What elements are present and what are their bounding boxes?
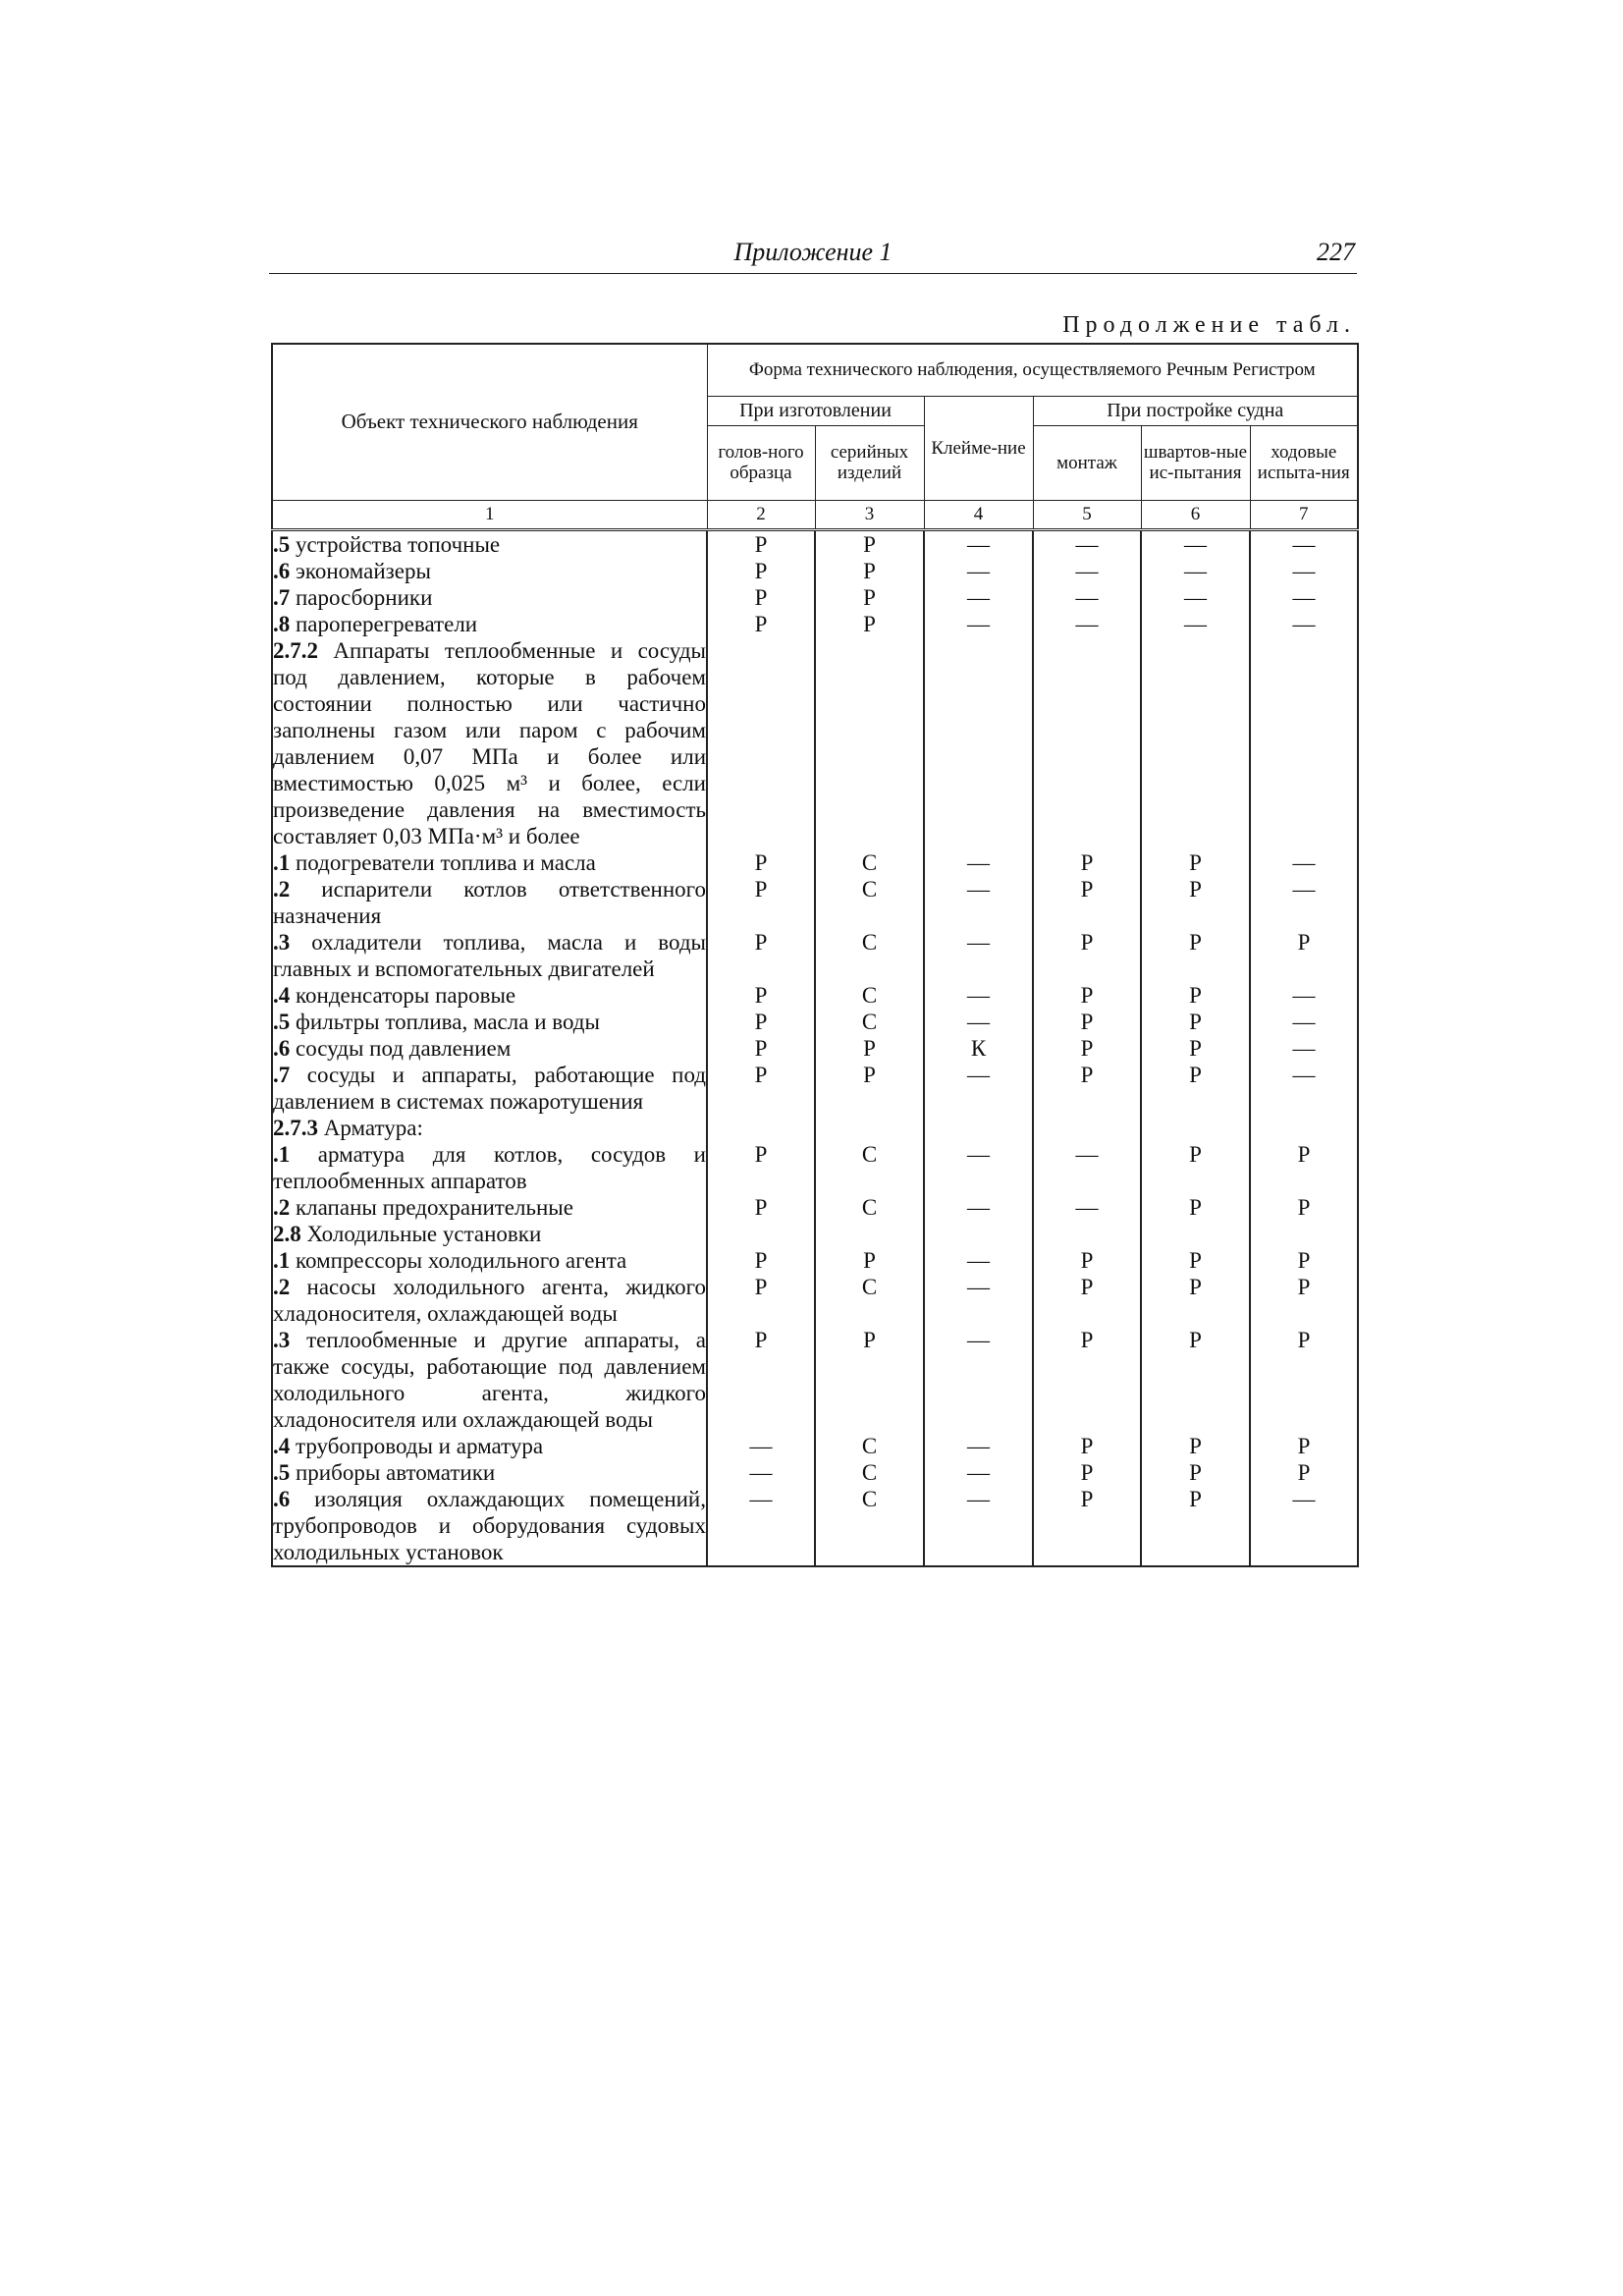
row-text: подогреватели топлива и масла [290,849,596,875]
row-text: испарители котлов ответственного назначения [273,876,706,928]
row-value: — [924,1194,1033,1221]
row-value: Р [1033,1062,1141,1115]
row-text: охладители топлива, масла и воды главных и вспомогательных двигателей [273,929,706,981]
col-number: 7 [1250,500,1358,529]
row-object [272,637,707,849]
row-value: Р [1141,1327,1250,1433]
row-value: Р [707,1035,815,1062]
row-value: Р [1033,1459,1141,1486]
table-row [272,558,1358,584]
row-object [272,1433,707,1459]
table-row [272,611,1358,637]
row-value: Р [1141,1009,1250,1035]
row-object [272,929,707,982]
header-title: Приложение 1 [733,238,893,266]
row-value [707,1115,815,1141]
row-value: Р [1250,1141,1358,1194]
row-text: компрессоры холодильного агента [290,1247,627,1273]
row-object [272,982,707,1009]
row-text: пароперегреватели [290,611,478,636]
row-value: — [924,849,1033,876]
row-value: Р [1141,1486,1250,1566]
table-continuation-label: Продолжение табл. [1062,312,1356,338]
row-value: Р [1033,1327,1141,1433]
row-value: — [924,584,1033,611]
row-value: — [1141,584,1250,611]
table-row [272,584,1358,611]
row-number: .6 [273,1035,291,1061]
table-row [272,1141,1358,1194]
row-value: Р [1033,876,1141,929]
table-row [272,876,1358,929]
row-value [1250,1115,1358,1141]
row-value: — [924,558,1033,584]
table-row [272,1221,1358,1247]
col-number: 5 [1033,500,1141,529]
row-value: — [1033,558,1141,584]
table-row [272,1247,1358,1274]
row-value: Р [815,611,924,637]
row-value: Р [1250,1327,1358,1433]
row-value: — [924,1009,1033,1035]
col-head-construction: При постройке судна [1033,396,1358,425]
row-value: Р [1141,929,1250,982]
row-number: 2.7.2 [273,637,318,663]
col-number: 2 [707,500,815,529]
row-value: Р [815,558,924,584]
table-row [272,1327,1358,1433]
row-value: — [1033,1141,1141,1194]
row-value: Р [707,611,815,637]
row-number: 2.7.3 [273,1115,318,1140]
col-head-serial: серийных изделий [815,425,924,500]
row-value: Р [1141,982,1250,1009]
row-value: — [1141,558,1250,584]
col-number: 6 [1141,500,1250,529]
row-value: — [924,1062,1033,1115]
row-value: С [815,849,924,876]
col-head-marking: Клейме-ние [924,396,1033,500]
row-value: Р [707,876,815,929]
col-head-sea: ходовые испыта-ния [1250,425,1358,500]
row-text: изоляция охлаждающих помещений, трубопроводов и оборудования судовых холодильных установок [273,1486,706,1564]
row-object [272,1274,707,1327]
col-head-object: Объект технического наблюдения [272,344,707,500]
row-value: Р [1033,1035,1141,1062]
row-value: Р [707,982,815,1009]
table-row [272,1062,1358,1115]
row-number: .8 [273,611,291,636]
row-object [272,1486,707,1566]
row-value: Р [815,584,924,611]
row-value: Р [707,1062,815,1115]
row-value: — [1250,1009,1358,1035]
row-value: К [924,1035,1033,1062]
table-row [272,1194,1358,1221]
table-row [272,1274,1358,1327]
col-head-mounting: монтаж [1033,425,1141,500]
row-value: — [924,1486,1033,1566]
row-text: клапаны предохранительные [290,1194,573,1220]
row-value: Р [707,1009,815,1035]
col-head-manufacture: При изготовлении [707,396,924,425]
page-number: 227 [1317,238,1355,266]
row-value: Р [1141,1433,1250,1459]
row-value: Р [815,1062,924,1115]
table-row [272,982,1358,1009]
row-value: Р [1250,1433,1358,1459]
row-number: .5 [273,1459,291,1485]
row-number: .4 [273,982,291,1008]
table-row [272,1459,1358,1486]
col-number: 3 [815,500,924,529]
row-text: паросборники [290,584,433,610]
row-value: Р [815,1247,924,1274]
row-value: С [815,876,924,929]
row-value: — [924,1274,1033,1327]
row-value: — [707,1433,815,1459]
row-text: устройства топочные [290,531,501,557]
row-value: Р [1141,1035,1250,1062]
row-value: С [815,1194,924,1221]
row-value: — [1250,1035,1358,1062]
row-value: Р [707,849,815,876]
row-value: Р [1250,1459,1358,1486]
col-number: 4 [924,500,1033,529]
row-value: Р [1033,1486,1141,1566]
table-row [272,637,1358,849]
row-value [815,1115,924,1141]
row-value [1033,637,1141,849]
row-value: — [1250,1062,1358,1115]
row-value: Р [1141,876,1250,929]
row-value [1033,1115,1141,1141]
row-object [272,1247,707,1274]
col-head-form: Форма технического наблюдения, осуществляемого Речным Регистром [707,344,1358,396]
row-object [272,1009,707,1035]
row-value: — [1250,982,1358,1009]
row-value: — [1250,558,1358,584]
row-value: Р [1141,849,1250,876]
row-value: С [815,929,924,982]
row-value: — [1141,529,1250,558]
row-value [1141,1115,1250,1141]
row-value: Р [1141,1247,1250,1274]
table-row [272,529,1358,558]
table-row [272,1009,1358,1035]
row-object [272,558,707,584]
row-value: — [707,1459,815,1486]
row-number: .2 [273,876,291,902]
row-value: Р [1250,1274,1358,1327]
row-value: Р [1033,1009,1141,1035]
row-number: .7 [273,584,291,610]
row-text: экономайзеры [290,558,431,583]
row-number: .2 [273,1274,291,1299]
row-value: — [924,876,1033,929]
row-text: теплообменные и другие аппараты, а также сосуды, работающие под давлением холодильного агента, жидкого хладоносителя или охлаждающей воды [273,1327,706,1432]
row-text: приборы автоматики [290,1459,496,1485]
row-value: — [924,929,1033,982]
row-number: .7 [273,1062,291,1087]
row-object [272,1221,707,1247]
col-head-mooring: швартов-ные ис-пытания [1141,425,1250,500]
row-text: Арматура: [318,1115,423,1140]
row-value: Р [707,929,815,982]
row-number: .3 [273,1327,291,1352]
row-value: — [924,982,1033,1009]
row-object [272,876,707,929]
row-object [272,1115,707,1141]
table-row [272,929,1358,982]
row-object [272,1035,707,1062]
row-value [1033,1221,1141,1247]
row-number: .1 [273,849,291,875]
row-value: С [815,1274,924,1327]
row-text: сосуды и аппараты, работающие под давлением в системах пожаротушения [273,1062,706,1114]
row-value: Р [815,1035,924,1062]
row-object [272,1062,707,1115]
table-row [272,1486,1358,1566]
row-value: Р [1033,1433,1141,1459]
row-value: — [1250,529,1358,558]
row-object [272,1194,707,1221]
row-number: .1 [273,1247,291,1273]
row-value: Р [1033,982,1141,1009]
table-body [272,529,1358,1566]
row-object [272,529,707,558]
row-object [272,1141,707,1194]
inspection-table [271,343,1359,1567]
row-value [815,637,924,849]
row-value [1141,637,1250,849]
row-value: Р [815,1327,924,1433]
row-value: Р [1250,1194,1358,1221]
row-value: Р [1033,1247,1141,1274]
col-number: 1 [272,500,707,529]
row-text: Холодильные установки [300,1221,542,1246]
row-value [1250,1221,1358,1247]
row-value: Р [1141,1194,1250,1221]
row-value: — [924,1433,1033,1459]
row-value: — [1250,1486,1358,1566]
row-number: .4 [273,1433,291,1458]
row-value: — [1250,611,1358,637]
row-value: С [815,1459,924,1486]
row-number: 2.8 [273,1221,301,1246]
row-value [707,637,815,849]
row-value [924,637,1033,849]
row-text: арматура для котлов, сосудов и теплообменных аппаратов [273,1141,706,1193]
row-number: .6 [273,558,291,583]
row-value: — [707,1486,815,1566]
row-value: Р [1141,1274,1250,1327]
row-value: — [924,611,1033,637]
table-row [272,1115,1358,1141]
row-object [272,1327,707,1433]
row-text: конденсаторы паровые [290,982,516,1008]
row-value: С [815,982,924,1009]
row-value: — [924,1247,1033,1274]
row-text: сосуды под давлением [290,1035,512,1061]
row-value: — [1033,529,1141,558]
row-value: — [1250,584,1358,611]
row-text: Аппараты теплообменные и сосуды под давлением, которые в рабочем состоянии полностью или частично заполнены газом или паром с рабочим давлением 0,07 МПа и более или вместимостью 0,025 м³ и более, если произведение давления на вместимость составляет 0,03 МПа·м³ и более [273,637,706,848]
row-value: — [924,1141,1033,1194]
row-value: — [1250,876,1358,929]
row-value: — [1141,611,1250,637]
row-value: С [815,1433,924,1459]
row-object [272,611,707,637]
row-object [272,584,707,611]
row-number: .5 [273,1009,291,1034]
row-value: — [924,529,1033,558]
row-value: — [1250,849,1358,876]
row-value [707,1221,815,1247]
row-value: — [924,1327,1033,1433]
row-number: .2 [273,1194,291,1220]
row-value: Р [1141,1141,1250,1194]
row-value: Р [1033,849,1141,876]
table-row [272,849,1358,876]
row-value [1250,637,1358,849]
col-head-lead: голов-ного образца [707,425,815,500]
row-value: Р [707,1194,815,1221]
row-value: Р [1141,1459,1250,1486]
row-value: Р [1033,1274,1141,1327]
row-value: — [924,1459,1033,1486]
table-row [272,1433,1358,1459]
row-value: С [815,1486,924,1566]
row-value: Р [707,584,815,611]
row-value: Р [707,558,815,584]
row-value: С [815,1141,924,1194]
row-value: — [1033,584,1141,611]
row-value: — [1033,1194,1141,1221]
row-value: Р [1250,1247,1358,1274]
row-value: Р [707,529,815,558]
row-value: Р [707,1327,815,1433]
row-value: Р [1141,1062,1250,1115]
row-value: Р [1250,929,1358,982]
row-object [272,849,707,876]
row-text: фильтры топлива, масла и воды [290,1009,600,1034]
running-header [269,234,1357,274]
row-value [815,1221,924,1247]
row-value [924,1115,1033,1141]
row-value: Р [1033,929,1141,982]
row-value: — [1033,611,1141,637]
row-value: Р [707,1141,815,1194]
table-row [272,1035,1358,1062]
row-value: Р [707,1247,815,1274]
row-value [924,1221,1033,1247]
row-text: насосы холодильного агента, жидкого хладоносителя, охлаждающей воды [273,1274,706,1326]
row-number: .6 [273,1486,291,1511]
row-number: .5 [273,531,291,557]
row-value: С [815,1009,924,1035]
row-value: Р [815,529,924,558]
row-value: Р [707,1274,815,1327]
row-number: .3 [273,929,291,955]
row-value [1141,1221,1250,1247]
row-number: .1 [273,1141,291,1167]
row-object [272,1459,707,1486]
row-text: трубопроводы и арматура [290,1433,544,1458]
